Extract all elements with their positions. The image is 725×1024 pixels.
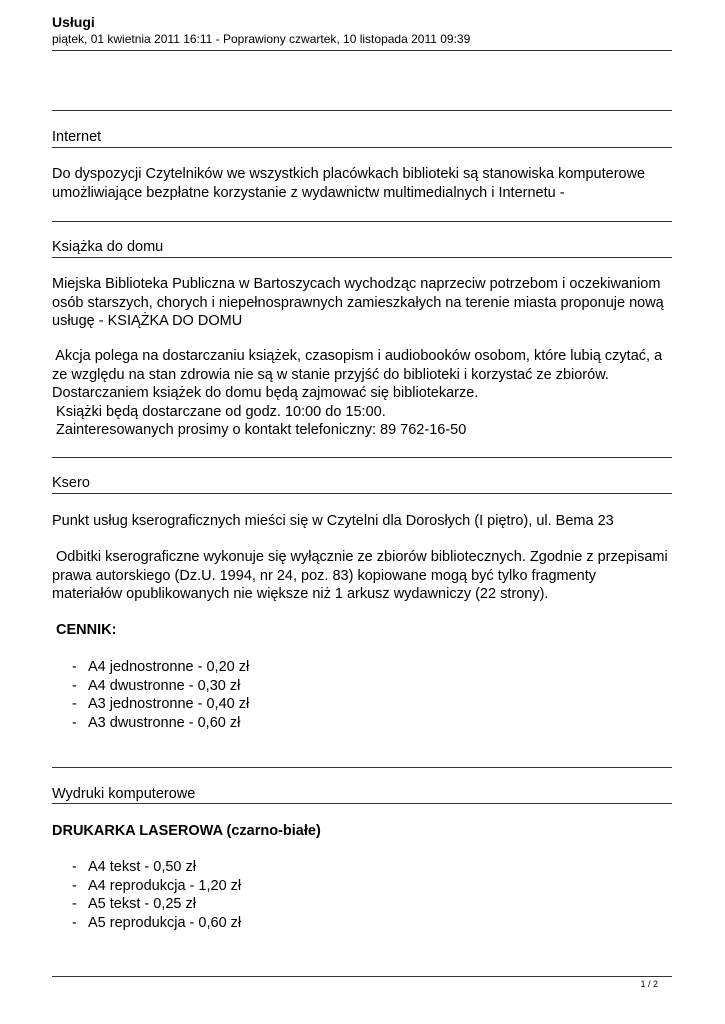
list-item: - A4 dwustronne - 0,30 zł: [52, 677, 249, 696]
text-line: Do dyspozycji Czytelników we wszystkich placówkach biblioteki są stanowiska komputerowe: [52, 166, 646, 182]
list-marker: -: [72, 714, 77, 731]
text-line: osób starszych, chorych i niepełnosprawnych zamieszkałych na terenie miasta proponuje nową: [52, 294, 664, 311]
list-item: - A4 reprodukcja - 1,20 zł: [52, 877, 241, 896]
ksero-price-list: [52, 658, 249, 732]
list-marker: -: [72, 677, 77, 694]
list-marker: -: [72, 896, 77, 912]
heading-underline: [52, 257, 672, 258]
section-heading-wydruki: Wydruki komputerowe: [52, 786, 196, 802]
list-item: - A5 tekst - 0,25 zł: [52, 895, 241, 914]
text-line: materiałów opublikowanych nie większe niż 1 arkusz wydawniczy (22 strony).: [52, 586, 549, 602]
footer-divider: [52, 976, 672, 977]
heading-underline: [52, 493, 672, 494]
list-item: - A4 jednostronne - 0,20 zł: [52, 658, 249, 677]
text-line: Dostarczaniem książek do domu będą zajmować się bibliotekarze.: [52, 385, 479, 401]
divider: [52, 110, 672, 111]
list-item: - A3 dwustronne - 0,60 zł: [52, 714, 249, 733]
text-line: Miejska Biblioteka Publiczna w Bartoszycach wychodząc naprzeciw potrzebom i oczekiwaniom: [52, 276, 661, 292]
divider: [52, 457, 672, 458]
list-marker: -: [72, 859, 77, 875]
section-heading-ksero: Ksero: [52, 475, 90, 491]
cennik-label: CENNIK:: [52, 622, 117, 638]
ksero-paragraph-1: [52, 512, 677, 531]
divider: [52, 50, 672, 51]
page-title: Usługi: [52, 14, 95, 30]
list-item: - A4 tekst - 0,50 zł: [52, 858, 241, 877]
ksiazka-paragraph-2: [52, 347, 677, 440]
text-line: ze względu na stan zdrowia nie są w stanie przyjść do biblioteki i korzystać ze zbiorów.: [52, 366, 609, 383]
list-marker: -: [72, 696, 77, 712]
section-heading-ksiazka: Książka do domu: [52, 239, 164, 255]
list-item: - A5 reprodukcja - 0,60 zł: [52, 914, 241, 933]
text-line: Akcja polega na dostarczaniu książek, czasopism i audiobooków osobom, które lubią czytać, a: [52, 348, 663, 364]
text-line: Odbitki kserograficzne wykonuje się wyłącznie ze zbiorów bibliotecznych. Zgodnie z przepisami: [52, 549, 668, 565]
divider: [52, 221, 672, 222]
list-marker: -: [72, 914, 77, 931]
ksiazka-paragraph-1: [52, 275, 677, 331]
ksero-paragraph-2: [52, 548, 677, 604]
text-line: Punkt usług kserograficznych mieści się w Czytelni dla Dorosłych (I piętro), ul. Bema 23: [52, 513, 614, 529]
text-line: usługę - KSIĄŻKA DO DOMU: [52, 313, 243, 329]
section-heading-internet: Internet: [52, 129, 102, 145]
internet-paragraph: [52, 165, 677, 202]
text-line: umożliwiające bezpłatne korzystanie z wydawnictw multimedialnych i Internetu -: [52, 184, 565, 201]
heading-underline: [52, 147, 672, 148]
page-number: 1 / 2: [640, 979, 658, 989]
print-price-list: [52, 858, 241, 932]
text-line: Zainteresowanych prosimy o kontakt telefoniczny: 89 762-16-50: [52, 422, 467, 438]
text-line: Książki będą dostarczane od godz. 10:00 do 15:00.: [52, 403, 386, 420]
text-line: prawa autorskiego (Dz.U. 1994, nr 24, poz. 83) kopiowane mogą być tylko fragmenty: [52, 567, 597, 584]
list-marker: -: [72, 659, 77, 675]
list-marker: -: [72, 877, 77, 894]
divider: [52, 767, 672, 768]
list-item: - A3 jednostronne - 0,40 zł: [52, 695, 249, 714]
heading-underline: [52, 803, 672, 804]
printer-subheading: DRUKARKA LASEROWA (czarno-białe): [52, 823, 321, 839]
page-meta: piątek, 01 kwietnia 2011 16:11 - Poprawiony czwartek, 10 listopada 2011 09:39: [52, 32, 471, 46]
